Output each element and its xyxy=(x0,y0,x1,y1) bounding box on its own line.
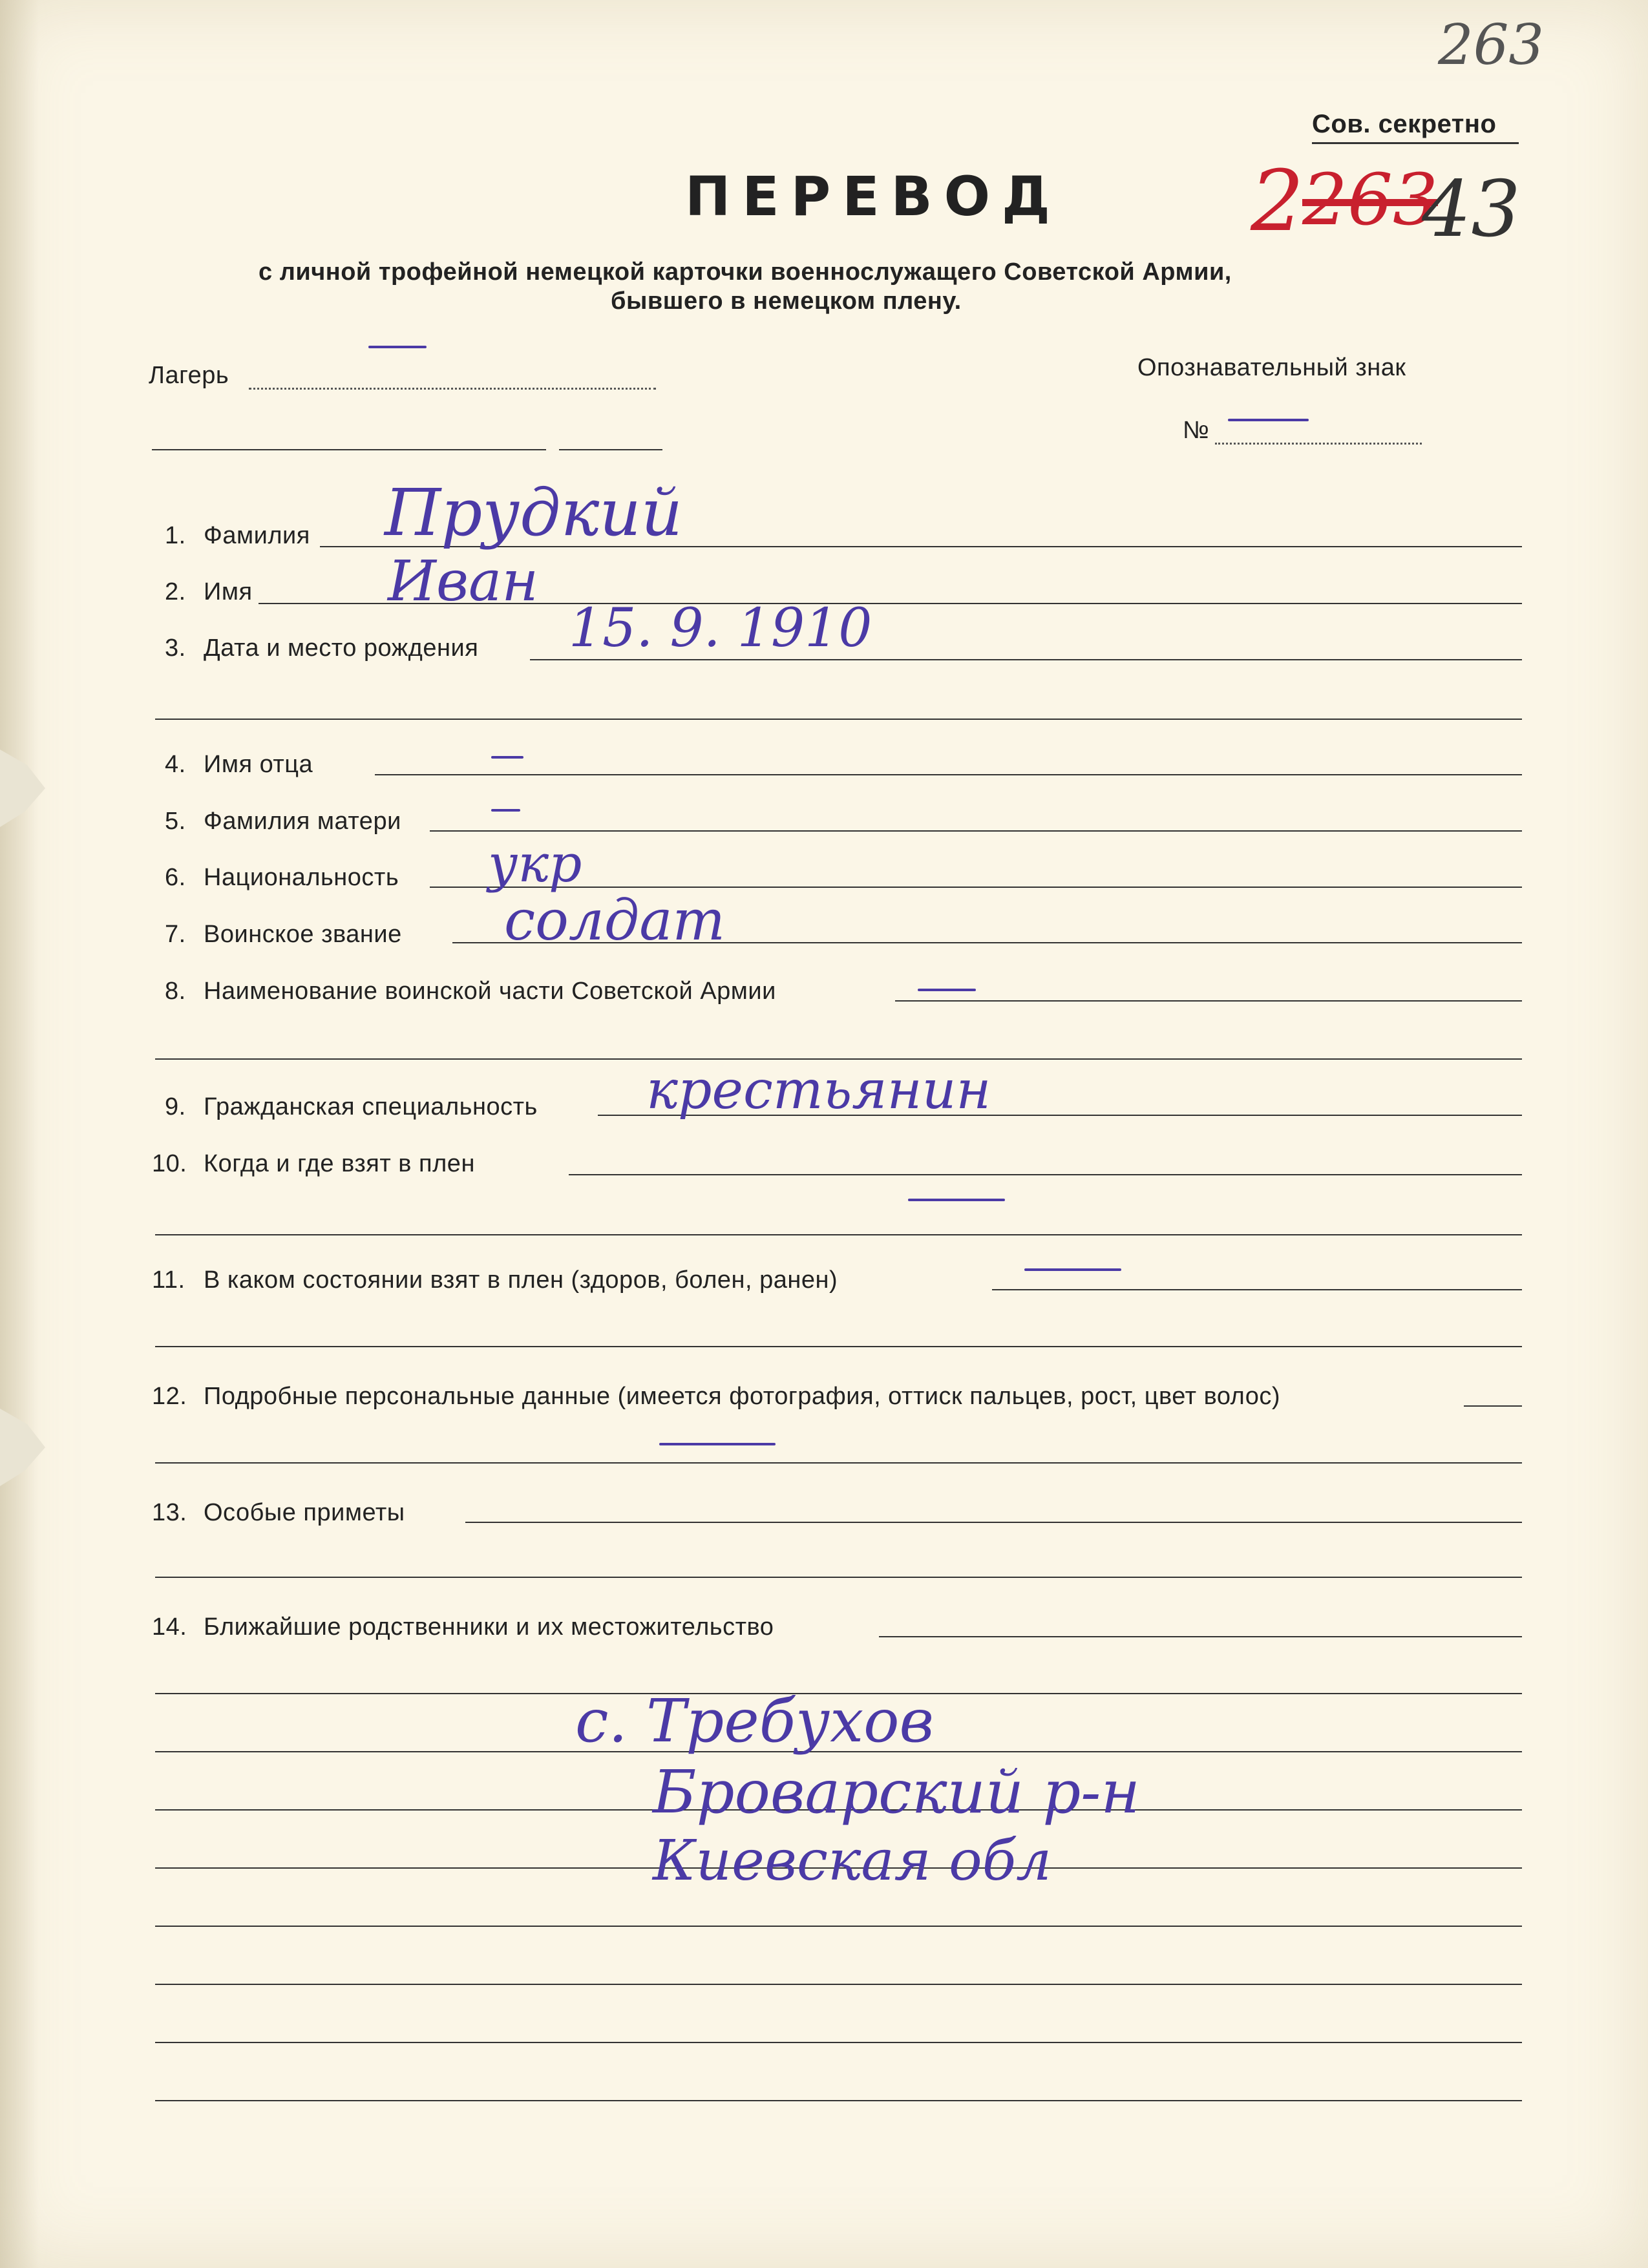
field-1-value: Прудкий xyxy=(385,475,683,551)
field-8-line xyxy=(895,1000,1522,1002)
field-10-number: 10. xyxy=(152,1150,187,1177)
page-edge-shadow xyxy=(0,0,39,2268)
id-tag-number-sign: № xyxy=(1183,417,1210,444)
field-12-line-2 xyxy=(155,1462,1522,1464)
field-1-number: 1. xyxy=(165,522,186,549)
field-11-value-dash xyxy=(1024,1268,1121,1271)
relatives-address-village: с. Требухов xyxy=(575,1686,935,1756)
page-title: ПЕРЕВОД xyxy=(685,165,1062,228)
field-6-number: 6. xyxy=(165,864,186,891)
field-8-value-dash xyxy=(918,989,976,991)
camp-line-3 xyxy=(559,449,662,450)
camp-field xyxy=(249,388,656,390)
field-3-label: Дата и место рождения xyxy=(204,635,479,662)
field-13-label: Особые приметы xyxy=(204,1499,405,1526)
field-9-number: 9. xyxy=(165,1093,186,1120)
field-5-line xyxy=(430,830,1522,832)
subtitle-line-2: бывшего в немецком плену. xyxy=(611,288,962,315)
field-4-value-dash xyxy=(491,756,523,759)
field-3-line-2 xyxy=(155,719,1522,720)
field-13-number: 13. xyxy=(152,1499,187,1526)
field-12-value-dash xyxy=(659,1443,776,1445)
field-3-line xyxy=(530,659,1522,660)
secrecy-stamp: Сов. секретно xyxy=(1312,110,1497,138)
field-9-value: крестьянин xyxy=(646,1060,991,1121)
field-10-line xyxy=(569,1174,1522,1175)
document-number-struck: 263 xyxy=(1302,158,1438,241)
field-4-line xyxy=(375,774,1522,775)
field-11-number: 11. xyxy=(152,1266,185,1294)
field-14-line xyxy=(879,1636,1522,1637)
field-4-number: 4. xyxy=(165,751,186,778)
field-4-label: Имя отца xyxy=(204,751,313,778)
relatives-line-8 xyxy=(155,2100,1522,2101)
field-2-label: Имя xyxy=(204,578,253,605)
camp-value-dash xyxy=(368,346,427,348)
field-2-value: Иван xyxy=(388,549,538,614)
field-9-label: Гражданская специальность xyxy=(204,1093,538,1120)
field-8-label: Наименование воинской части Советской Армии xyxy=(204,978,776,1005)
field-7-number: 7. xyxy=(165,921,186,948)
field-11-line-2 xyxy=(155,1346,1522,1347)
field-14-number: 14. xyxy=(152,1613,187,1641)
field-5-number: 5. xyxy=(165,808,186,835)
field-5-label: Фамилия матери xyxy=(204,808,401,835)
camp-label: Лагерь xyxy=(149,362,229,389)
document-number-prefix: 2 xyxy=(1251,152,1304,250)
field-14-label: Ближайшие родственники и их местожительство xyxy=(204,1613,774,1641)
relatives-line-7 xyxy=(155,2042,1522,2043)
relatives-address-district: Броварский р-н xyxy=(653,1758,1140,1827)
field-5-value-dash xyxy=(491,809,520,812)
field-3-number: 3. xyxy=(165,635,186,662)
field-10-label: Когда и где взят в плен xyxy=(204,1150,475,1177)
field-11-label: В каком состоянии взят в плен (здоров, болен, ранен) xyxy=(204,1266,838,1294)
field-11-line xyxy=(992,1289,1522,1290)
field-13-line-2 xyxy=(155,1577,1522,1578)
field-1-label: Фамилия xyxy=(204,522,310,549)
relatives-line-6 xyxy=(155,1984,1522,1985)
id-tag-field xyxy=(1215,443,1422,445)
field-6-label: Национальность xyxy=(204,864,399,891)
id-tag-label: Опознавательный знак xyxy=(1137,354,1406,381)
secrecy-underline xyxy=(1312,142,1519,144)
field-7-label: Воинское звание xyxy=(204,921,402,948)
field-12-line xyxy=(1464,1405,1522,1407)
field-12-label: Подробные персональные данные (имеется фотография, оттиск пальцев, рост, цвет волос) xyxy=(204,1383,1281,1410)
relatives-line-5 xyxy=(155,1926,1522,1927)
id-tag-value-dash xyxy=(1228,419,1309,421)
archive-number: 263 xyxy=(1438,13,1545,78)
field-2-number: 2. xyxy=(165,578,186,605)
field-6-value: укр xyxy=(488,834,582,894)
field-12-number: 12. xyxy=(152,1383,187,1410)
field-10-value-dash xyxy=(908,1199,1005,1201)
field-10-line-2 xyxy=(155,1234,1522,1235)
relatives-address-region: Киевская обл xyxy=(653,1829,1051,1893)
document-number-new: 43 xyxy=(1422,165,1521,255)
field-13-line xyxy=(465,1522,1522,1523)
field-8-number: 8. xyxy=(165,978,186,1005)
subtitle-line-1: с личной трофейной немецкой карточки военнослужащего Советской Армии, xyxy=(259,258,1232,286)
field-7-value: солдат xyxy=(504,888,726,953)
field-6-line xyxy=(430,887,1522,888)
camp-line-2 xyxy=(152,449,546,450)
field-3-value: 15. 9. 1910 xyxy=(569,598,872,659)
